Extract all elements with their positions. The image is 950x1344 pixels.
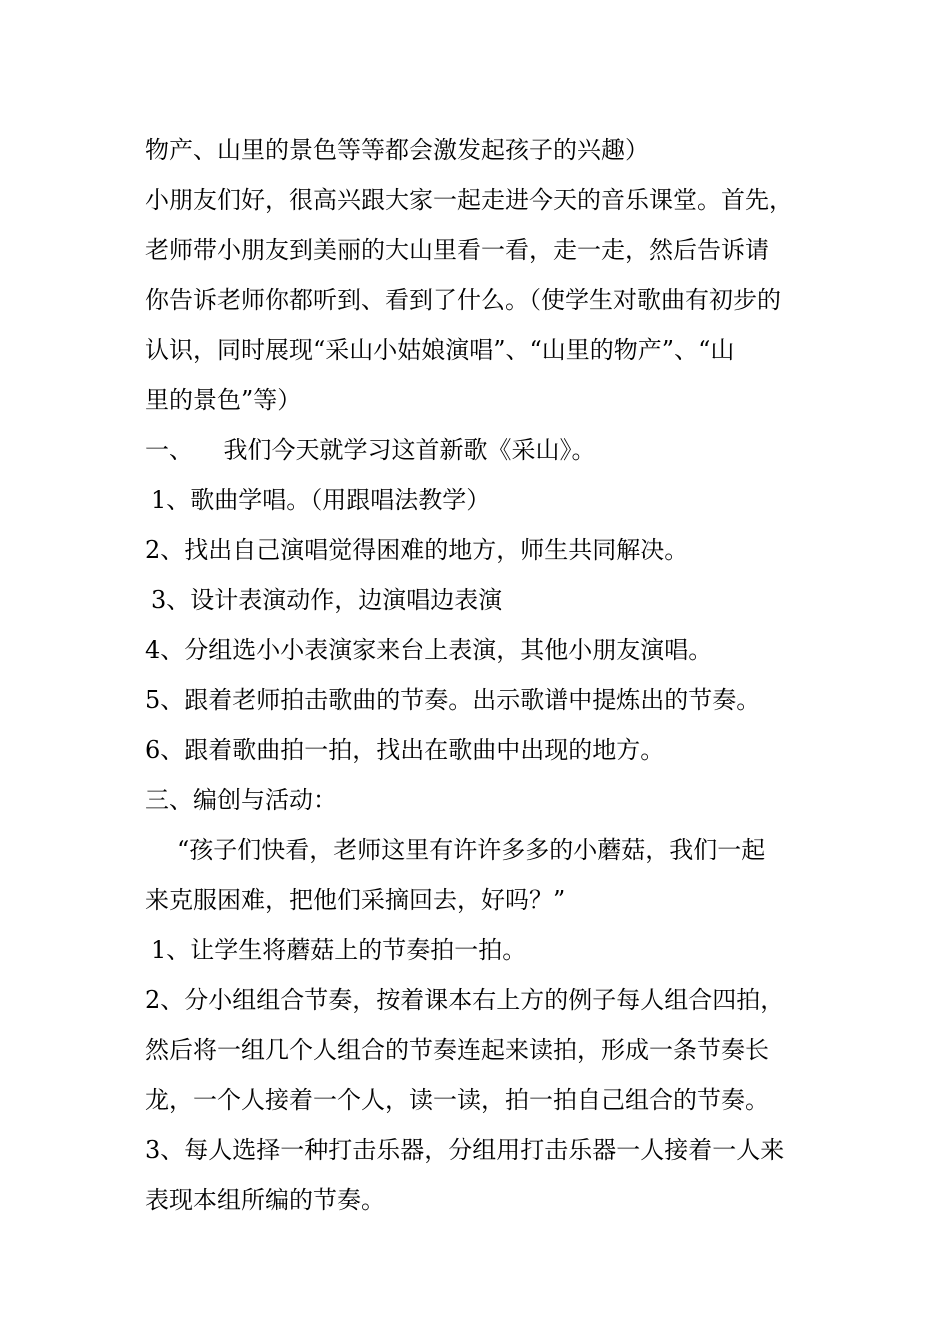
list-item: 1、歌曲学唱。（用跟唱法教学） bbox=[151, 486, 491, 514]
text-line: 老师带小朋友到美丽的大山里看一看，走一走，然后告诉请 bbox=[145, 236, 769, 264]
list-item: 2、找出自己演唱觉得困难的地方，师生共同解决。 bbox=[145, 536, 689, 564]
section-heading: 三、编创与活动： bbox=[145, 786, 337, 814]
list-item: 6、跟着歌曲拍一拍，找出在歌曲中出现的地方。 bbox=[145, 736, 665, 764]
quote-line: “孩子们快看，老师这里有许许多多的小蘑菇，我们一起 bbox=[177, 836, 766, 864]
text-line: 认识，同时展现“采山小姑娘演唱”、“山里的物产”、“山 bbox=[145, 336, 735, 364]
text-line: 小朋友们好，很高兴跟大家一起走进今天的音乐课堂。首先， bbox=[145, 186, 793, 214]
text-line: 里的景色”等） bbox=[145, 386, 302, 414]
text-line: 物产、山里的景色等等都会激发起孩子的兴趣） bbox=[145, 136, 649, 164]
text-line: 然后将一组几个人组合的节奏连起来读拍，形成一条节奏长 bbox=[145, 1036, 769, 1064]
list-item: 5、跟着老师拍击歌曲的节奏。出示歌谱中提炼出的节奏。 bbox=[145, 686, 761, 714]
list-item: 3、设计表演动作，边演唱边表演 bbox=[151, 586, 503, 614]
document-body bbox=[145, 125, 810, 1225]
list-item: 1、让学生将蘑菇上的节奏拍一拍。 bbox=[151, 936, 527, 964]
list-item: 2、分小组组合节奏，按着课本右上方的例子每人组合四拍， bbox=[145, 986, 785, 1014]
section-heading: 一、 我们今天就学习这首新歌《采山》。 bbox=[145, 436, 596, 464]
list-item: 4、分组选小小表演家来台上表演，其他小朋友演唱。 bbox=[145, 636, 713, 664]
text-line: 表现本组所编的节奏。 bbox=[145, 1186, 385, 1214]
text-line: 龙，一个人接着一个人，读一读，拍一拍自己组合的节奏。 bbox=[145, 1086, 769, 1114]
text-line: 你告诉老师你都听到、看到了什么。（使学生对歌曲有初步的 bbox=[145, 286, 781, 314]
quote-line: 来克服困难，把他们采摘回去，好吗？” bbox=[145, 886, 566, 914]
list-item: 3、每人选择一种打击乐器，分组用打击乐器一人接着一人来 bbox=[145, 1136, 785, 1164]
